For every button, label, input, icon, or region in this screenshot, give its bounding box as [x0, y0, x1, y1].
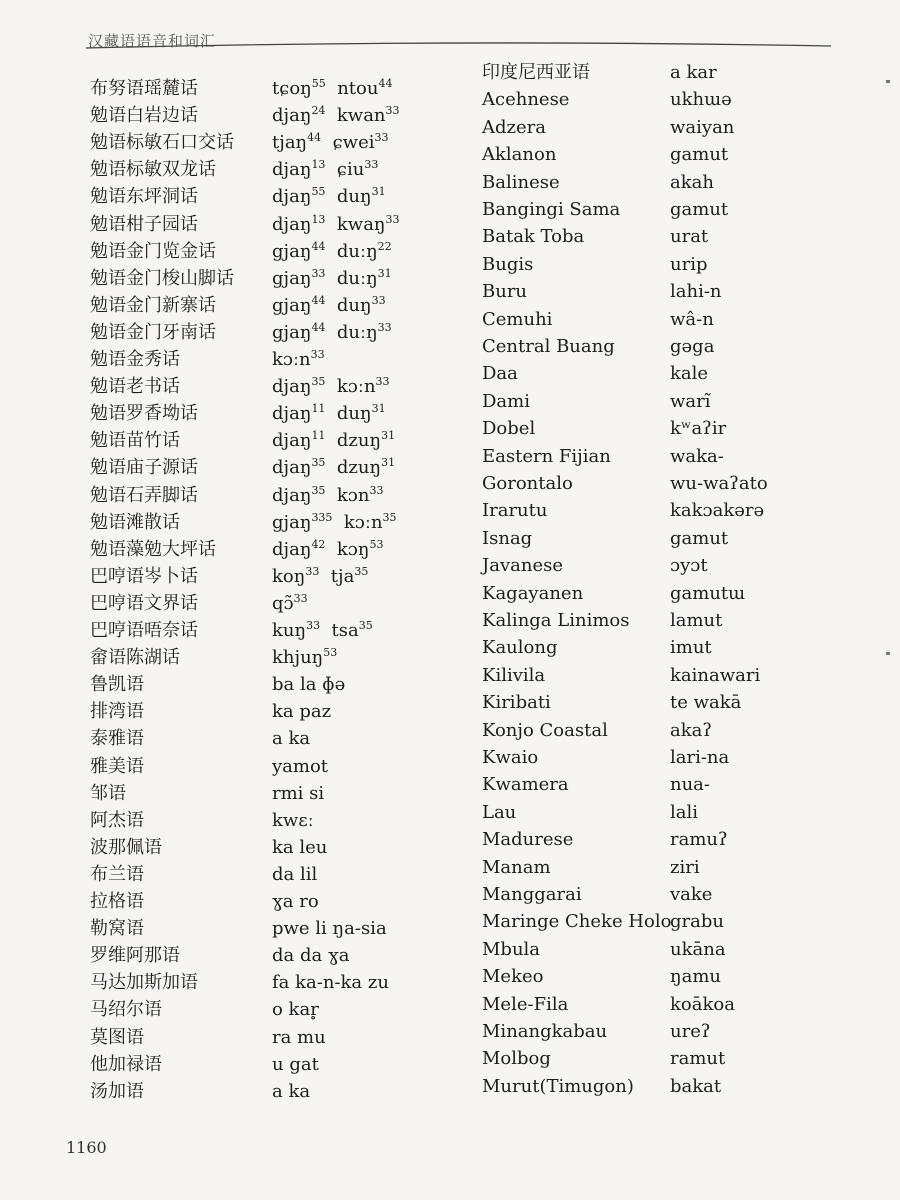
word-form: gəga	[670, 336, 715, 357]
word-form: ŋamu	[670, 966, 721, 988]
word-form: kakɔakərə	[670, 500, 765, 522]
language-name: 勉语滩散话	[90, 511, 180, 533]
word-form: warĩ	[670, 390, 711, 412]
syllable: kɔːn	[343, 511, 383, 533]
word-form	[272, 132, 389, 154]
syllable: gjaŋ	[272, 321, 312, 343]
tone-number: 53	[369, 537, 384, 551]
syllable: duŋ	[336, 186, 372, 208]
word-form	[272, 457, 395, 479]
language-name: 波那佩语	[90, 836, 162, 858]
word-form: kainawari	[670, 664, 761, 686]
word-form: u gat	[272, 1053, 319, 1075]
syllable: gjaŋ	[272, 240, 312, 262]
edge-mark	[886, 652, 890, 655]
language-name: 印度尼西亚语	[482, 62, 590, 83]
tone-number: 33	[385, 212, 400, 226]
language-name: 罗维阿那语	[90, 945, 180, 967]
language-name: 勒窝语	[90, 918, 144, 940]
syllable: gjaŋ	[272, 511, 312, 533]
syllable: djaŋ	[272, 376, 312, 398]
word-form	[272, 322, 392, 344]
word-form	[272, 186, 386, 208]
language-name: Aklanon	[482, 144, 557, 166]
language-name: 马绍尔语	[90, 999, 162, 1021]
language-name: 阿杰语	[90, 809, 144, 831]
language-name: 勉语金门牙南话	[90, 321, 216, 343]
language-name: Central Buang	[482, 336, 615, 357]
tone-number: 33	[306, 619, 321, 632]
right-column	[482, 62, 782, 1122]
language-name: Murut(Timugon)	[482, 1075, 634, 1097]
word-form: a ka	[272, 1080, 311, 1102]
word-form	[272, 620, 373, 642]
language-name: Batak Toba	[482, 226, 585, 248]
tone-number: 13	[311, 212, 326, 226]
syllable: duːŋ	[336, 321, 378, 343]
language-name: 勉语石弄脚话	[90, 484, 198, 506]
language-name: 勉语东坪洞话	[90, 186, 198, 208]
word-form: lari-na	[670, 747, 730, 768]
language-name: 勉语标敏石口交话	[90, 132, 234, 154]
word-form: ra mu	[272, 1026, 326, 1048]
language-name: 勉语金秀话	[90, 349, 180, 370]
tone-number: 11	[311, 429, 326, 443]
syllable: duŋ	[336, 403, 372, 425]
tone-number: 44	[311, 239, 326, 253]
word-form: grabu	[670, 911, 724, 933]
word-form: kʷaʔir	[670, 418, 727, 440]
language-name: Kilivila	[482, 664, 546, 686]
word-form	[272, 78, 392, 100]
syllable: duːŋ	[336, 240, 378, 262]
word-form	[272, 566, 368, 588]
syllable: dzuŋ	[336, 430, 382, 452]
tone-number: 31	[381, 456, 396, 470]
word-form: gamut	[670, 527, 729, 549]
word-form: wu-waʔato	[670, 473, 768, 494]
syllable: djaŋ	[272, 186, 312, 208]
language-name: Irarutu	[482, 500, 548, 522]
word-form: yamot	[272, 755, 329, 777]
tone-number: 33	[375, 375, 390, 389]
word-form: pwe li ŋa-sia	[272, 918, 387, 940]
word-form: kale	[670, 363, 709, 385]
language-name: Adzera	[482, 116, 546, 138]
language-name: Molbog	[482, 1048, 551, 1070]
language-name: Eastern Fijian	[482, 445, 611, 467]
syllable: kwaŋ	[336, 213, 386, 235]
language-name: Mekeo	[482, 966, 544, 988]
word-form	[272, 512, 397, 534]
word-form: koākoa	[670, 993, 735, 1015]
tone-number: 11	[311, 402, 326, 416]
tone-number: 35	[382, 510, 397, 524]
language-name: 畲语陈湖话	[90, 647, 180, 669]
word-form: lamut	[670, 610, 723, 631]
language-name: 拉格语	[90, 891, 144, 912]
language-name: 邹语	[90, 782, 126, 804]
word-form: gamut	[670, 144, 729, 166]
tone-number: 35	[311, 456, 326, 470]
tone-number: 44	[311, 293, 326, 307]
syllable: kɔŋ	[336, 538, 370, 560]
word-form: ziri	[670, 856, 700, 878]
language-name: 汤加语	[90, 1080, 144, 1102]
word-form: akaʔ	[670, 719, 713, 741]
language-name: Daa	[482, 363, 518, 385]
language-name: 勉语罗香坳话	[90, 403, 198, 425]
word-form: waka-	[670, 445, 724, 467]
syllable: djaŋ	[272, 484, 312, 506]
syllable: djaŋ	[272, 430, 312, 452]
language-name: 他加禄语	[90, 1053, 162, 1075]
language-name: 马达加斯加语	[90, 972, 198, 994]
syllable: djaŋ	[272, 213, 312, 235]
language-name: Kwamera	[482, 774, 569, 796]
word-form	[272, 485, 383, 507]
language-name: Acehnese	[482, 89, 570, 111]
word-form: ka leu	[272, 836, 328, 858]
word-form	[272, 376, 390, 398]
word-form: lali	[670, 801, 699, 823]
language-name: Kalinga Linimos	[482, 610, 630, 631]
word-form: gamutɯ	[670, 582, 746, 604]
word-form: ukhɯə	[670, 89, 732, 111]
word-form	[272, 430, 395, 452]
language-name: 雅美语	[90, 755, 144, 777]
word-form	[272, 159, 378, 181]
word-form: ukāna	[670, 938, 726, 960]
syllable: kɔn	[336, 484, 370, 506]
syllable: koŋ	[272, 565, 306, 587]
language-name: Bangingi Sama	[482, 199, 621, 220]
tone-number: 44	[311, 320, 326, 334]
language-name: Lau	[482, 801, 517, 823]
tone-number: 44	[307, 131, 322, 145]
syllable: tsa	[331, 620, 359, 641]
word-form: o kar̥	[272, 999, 319, 1021]
language-name: Bugis	[482, 253, 534, 275]
syllable: kuŋ	[272, 620, 307, 641]
syllable: qɔ̃	[272, 592, 294, 614]
word-form	[272, 539, 383, 561]
word-form	[272, 647, 337, 669]
language-name: Isnag	[482, 527, 533, 549]
word-form	[272, 403, 386, 425]
language-name: 勉语金门梭山脚话	[90, 267, 234, 289]
language-name: 勉语藻勉大坪话	[90, 538, 216, 560]
language-name: 巴哼语唔奈话	[90, 620, 198, 641]
language-name: 巴哼语岑卜话	[90, 565, 198, 587]
syllable: ntou	[337, 78, 379, 99]
word-form: ramuʔ	[670, 829, 728, 851]
syllable: tɕoŋ	[272, 78, 312, 99]
language-name: Kagayanen	[482, 582, 584, 604]
word-form: kwɛː	[272, 809, 314, 831]
word-form: akah	[670, 171, 714, 193]
word-form: waiyan	[670, 116, 735, 138]
tone-number: 31	[381, 429, 396, 443]
tone-number: 35	[311, 375, 326, 389]
syllable: tja	[330, 565, 355, 587]
word-form	[272, 105, 400, 127]
language-name: 勉语庙子源话	[90, 457, 198, 479]
word-form: da da ɣa	[272, 945, 350, 967]
syllable: kɔːn	[272, 349, 311, 370]
running-head: 汉藏语语音和词汇	[88, 32, 217, 50]
language-name: Cemuhi	[482, 308, 553, 330]
language-name: Maringe Cheke Holo	[482, 911, 672, 933]
syllable: djaŋ	[272, 105, 312, 127]
syllable: djaŋ	[272, 159, 312, 181]
language-name: Dami	[482, 390, 530, 412]
syllable: djaŋ	[272, 538, 312, 560]
left-column	[90, 78, 430, 1108]
tone-number: 31	[371, 185, 386, 199]
word-form: bakat	[670, 1075, 722, 1097]
tone-number: 44	[378, 77, 393, 90]
word-form: ureʔ	[670, 1021, 711, 1042]
word-form: fa ka-n-ka zu	[272, 972, 389, 994]
tone-number: 33	[305, 564, 320, 578]
language-name: Gorontalo	[482, 473, 573, 494]
header-rule	[86, 36, 831, 56]
word-form	[272, 295, 386, 317]
syllable: gjaŋ	[272, 267, 312, 289]
language-name: Mbula	[482, 938, 541, 960]
syllable: tjaŋ	[272, 132, 308, 154]
language-name: 鲁凯语	[90, 674, 144, 696]
language-name: 勉语柑子园话	[90, 213, 198, 235]
word-form: ɔyɔt	[670, 555, 708, 577]
syllable: djaŋ	[272, 403, 312, 425]
word-form: ka paz	[272, 701, 332, 723]
tone-number: 335	[311, 510, 333, 524]
syllable: ɕwei	[332, 132, 375, 154]
language-name: Konjo Coastal	[482, 719, 608, 741]
language-name: 泰雅语	[90, 728, 144, 750]
language-name: Manam	[482, 856, 551, 878]
tone-number: 31	[371, 402, 386, 416]
tone-number: 33	[369, 483, 384, 497]
word-form	[272, 214, 400, 236]
tone-number: 33	[364, 158, 379, 172]
tone-number: 53	[323, 646, 338, 660]
tone-number: 35	[358, 619, 373, 632]
language-name: Balinese	[482, 171, 560, 193]
language-name: Kwaio	[482, 747, 539, 768]
syllable: ɕiu	[336, 159, 365, 181]
syllable: duːŋ	[336, 267, 378, 289]
tone-number: 33	[385, 104, 400, 118]
syllable: khjuŋ	[272, 647, 324, 669]
word-form: nua-	[670, 774, 710, 796]
tone-number: 33	[310, 348, 325, 361]
word-form: te wakā	[670, 692, 742, 714]
language-name: 排湾语	[90, 701, 144, 723]
word-form: urip	[670, 253, 708, 275]
edge-mark	[886, 80, 890, 83]
word-form: ba la ɸə	[272, 674, 346, 696]
word-form: ɣa ro	[272, 891, 319, 912]
tone-number: 33	[377, 320, 392, 334]
language-name: Buru	[482, 281, 528, 303]
word-form: vake	[670, 884, 713, 905]
syllable: duŋ	[336, 294, 372, 316]
word-form	[272, 241, 392, 263]
word-form	[272, 268, 392, 290]
page-number: 1160	[66, 1138, 107, 1157]
syllable: dzuŋ	[336, 457, 382, 479]
word-form: rmi si	[272, 782, 325, 804]
tone-number: 33	[371, 293, 386, 307]
language-name: 勉语老书话	[90, 376, 180, 398]
syllable: djaŋ	[272, 457, 312, 479]
syllable: kwan	[336, 105, 386, 127]
tone-number: 33	[374, 131, 389, 145]
tone-number: 22	[377, 239, 392, 253]
language-name: Kaulong	[482, 637, 558, 659]
tone-number: 33	[293, 591, 308, 605]
word-form: a ka	[272, 728, 311, 750]
language-name: 勉语标敏双龙话	[90, 159, 216, 181]
tone-number: 35	[311, 483, 326, 497]
tone-number: 42	[311, 537, 326, 551]
language-name: 勉语金门览金话	[90, 240, 216, 262]
language-name: Manggarai	[482, 884, 582, 905]
word-form: lahi-n	[670, 281, 722, 303]
language-name: Mele-Fila	[482, 993, 569, 1015]
syllable: gjaŋ	[272, 294, 312, 316]
language-name: Dobel	[482, 418, 536, 440]
language-name: 布努语瑶麓话	[90, 78, 198, 99]
word-form: a kar	[670, 62, 717, 83]
language-name: Minangkabau	[482, 1021, 608, 1042]
word-form: da lil	[272, 863, 318, 885]
language-name: 勉语苗竹话	[90, 430, 180, 452]
tone-number: 31	[377, 266, 392, 280]
tone-number: 55	[311, 185, 326, 199]
language-name: 勉语金门新寨话	[90, 294, 216, 316]
language-name: Javanese	[482, 555, 563, 577]
word-form: gamut	[670, 199, 729, 220]
language-name: 勉语白岩边话	[90, 105, 198, 127]
word-form: imut	[670, 637, 712, 659]
tone-number: 13	[311, 158, 326, 172]
word-form: wâ-n	[670, 308, 714, 330]
word-form	[272, 349, 325, 371]
language-name: 巴哼语文界话	[90, 592, 198, 614]
tone-number: 35	[354, 564, 369, 578]
language-name: 布兰语	[90, 863, 144, 885]
language-name: Kiribati	[482, 692, 551, 714]
syllable: kɔːn	[336, 376, 376, 398]
language-name: Madurese	[482, 829, 574, 851]
tone-number: 55	[311, 77, 326, 90]
language-name: 莫图语	[90, 1026, 144, 1048]
tone-number: 24	[311, 104, 326, 118]
tone-number: 33	[311, 266, 326, 280]
word-form: ramut	[670, 1048, 726, 1070]
word-form: urat	[670, 226, 709, 248]
word-form	[272, 593, 308, 615]
